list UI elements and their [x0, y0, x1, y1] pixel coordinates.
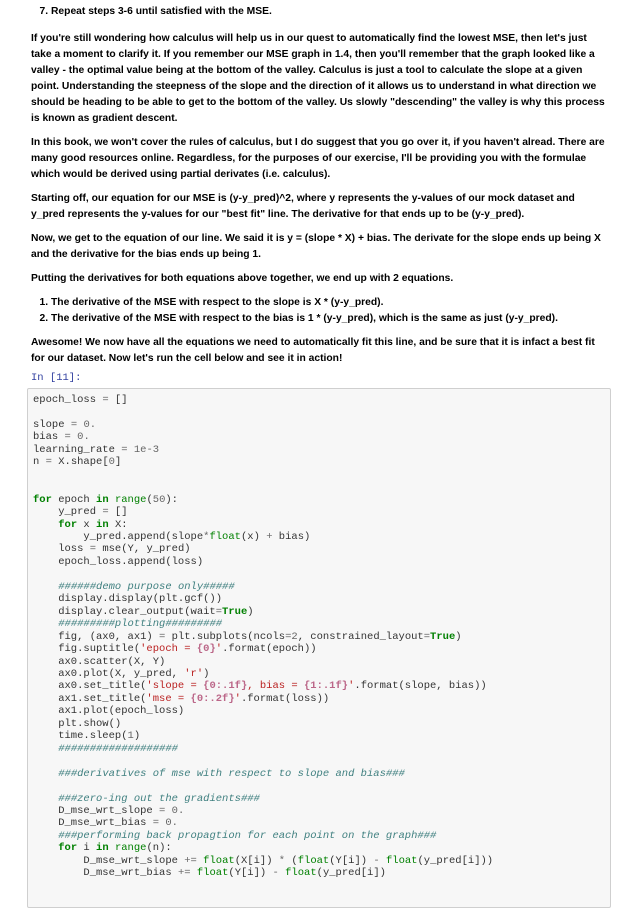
derivatives-list	[31, 295, 606, 327]
paragraph-two-equations: Putting the derivatives for both equations above together, we end up with 2 equations.	[31, 273, 454, 284]
paragraph-calculus-intro: If you're still wondering how calculus will help us in our quest to automatically find the lowest MSE, then let's just take a moment to clarify it. If you remember our MSE graph in 1.4, then you'll remember that the graph looked like a valley - the optimal value being at the bottom of the valley. Calculus is just a tool to calculate the slope at a given point. Understanding the steepness of the slope and the direction of it allows us to understand in what direction we should be heading to be able to get to the bottom of the valley. Us slowly "descending" the valley is why this process is known as gradient descent.	[31, 33, 605, 124]
cell-prompt: In [11]:	[31, 372, 82, 384]
code-editor[interactable]: epoch_loss = [] slope = 0. bias = 0. learning_rate = 1e-3 n = X.shape[0] for epoch in range(50): y_pred = [] for x in X: y_pred.append(slope*float(x) + bias) loss = mse(Y, y_pred) epoch_loss.append(loss) ######demo purpose only##### display.display(plt.gcf()) display.clear_output(wait=True) #########plotting######### fig, (ax0, ax1) = plt.subplots(ncols=2, constrained_layout=True) fig.suptitle('epoch = {0}'.format(epoch)) ax0.scatter(X, Y) ax0.plot(X, y_pred, 'r') ax0.set_title('slope = {0:.1f}, bias = {1:.1f}'.format(slope, bias)) ax1.set_title('mse = {0:.2f}'.format(loss)) ax1.plot(epoch_loss) plt.show() time.sleep(1) ################### ###derivatives of mse with respect to slope and bias### ###zero-ing out the gradients### D_mse_wrt_slope = 0. D_mse_wrt_bias = 0. ###performing back propagtion for each point on the graph### for i in range(n): D_mse_wrt_slope += float(X[i]) * (float(Y[i]) - float(y_pred[i])) D_mse_wrt_bias += float(Y[i]) - float(y_pred[i])	[33, 394, 494, 880]
paragraph-line-equation: Now, we get to the equation of our line. We said it is y = (slope * X) + bias. The derivate for the slope ends up being X and the derivative for the bias ends up being 1.	[31, 233, 601, 260]
paragraph-calculus-resources: In this book, we won't cover the rules of calculus, but I do suggest that you go over it, if you haven't alread. There are many good resources online. Regardless, for the purposes of our exercise, I'll be providing you with the formulae which would be derived using partial derivates (i.e. calculus).	[31, 137, 605, 180]
markdown-cell	[31, 4, 606, 367]
derivative-slope-item: 1. The derivative of the MSE with respect to the slope is X * (y-y_pred).	[51, 295, 606, 311]
steps-list-continued	[31, 4, 606, 20]
derivative-bias-item: 2. The derivative of the MSE with respect to the bias is 1 * (y-y_pred), which is the same as just (y-y_pred).	[51, 311, 606, 327]
paragraph-run-cell: Awesome! We now have all the equations we need to automatically fit this line, and be sure that it is infact a best fit for our dataset. Now let's run the cell below and see it in action!	[31, 337, 595, 364]
code-cell[interactable]	[27, 388, 611, 908]
paragraph-mse-equation: Starting off, our equation for our MSE is (y-y_pred)^2, where y represents the y-values of our mock dataset and y_pred represents the y-values for our "best fit" line. The derivative for that ends up to be (y-y_pred).	[31, 193, 575, 220]
step-7: 7. Repeat steps 3-6 until satisfied with the MSE.	[51, 4, 606, 20]
